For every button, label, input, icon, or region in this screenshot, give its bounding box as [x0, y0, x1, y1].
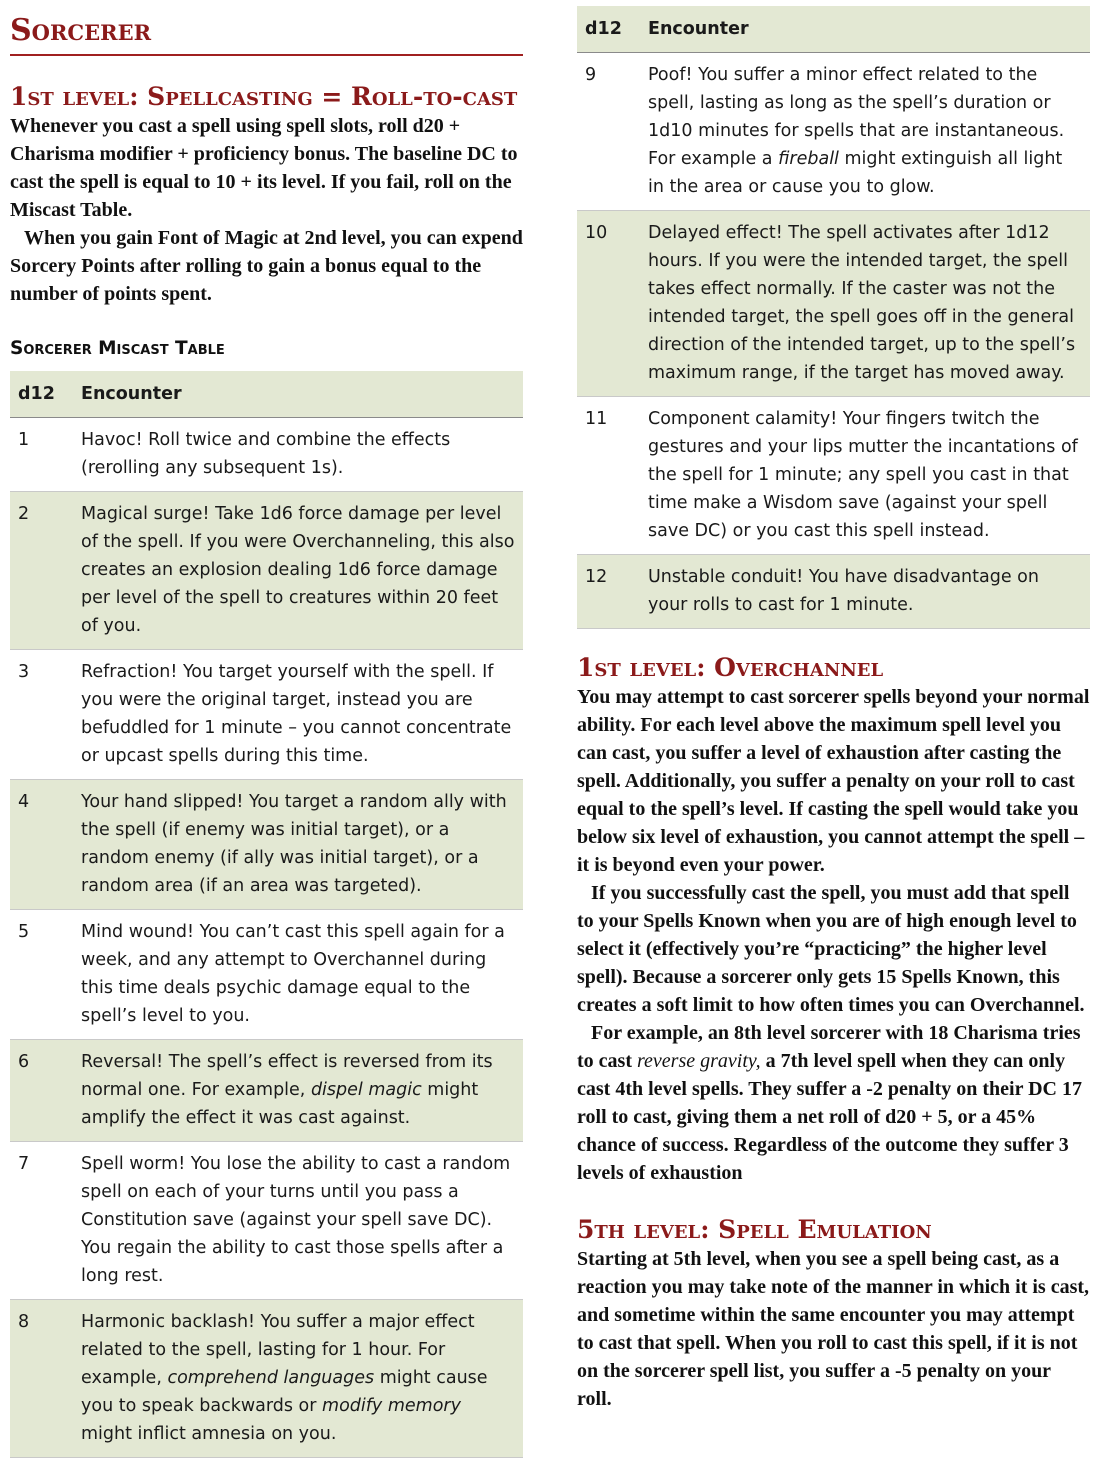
text-run: might amplify the effect it was cast against.: [81, 1080, 479, 1128]
table-header-row: [577, 6, 1090, 53]
section-body-overchannel: [577, 683, 1090, 1187]
table-row: [10, 910, 523, 1040]
roll-number: 2: [10, 492, 73, 650]
roll-effect: Spell worm! You lose the ability to cast a random spell on each of your turns until you pass a Constitution save (against your spell save DC). You regain the ability to cast those spells after a long rest.: [73, 1142, 523, 1300]
roll-number: 1: [10, 418, 73, 492]
spell-name: fireball: [778, 149, 839, 169]
roll-number: 5: [10, 910, 73, 1040]
table-row: [10, 418, 523, 492]
text-run: might cause you to speak backwards or: [81, 1368, 488, 1416]
table-row: [577, 397, 1090, 555]
column-header-die: d12: [577, 6, 640, 53]
roll-number: 10: [577, 211, 640, 397]
roll-number: 9: [577, 53, 640, 211]
spell-name: reverse gravity,: [636, 1050, 761, 1072]
table-row: [10, 780, 523, 910]
roll-effect: Havoc! Roll twice and combine the effects (rerolling any subsequent 1s).: [73, 418, 523, 492]
table-row: [10, 1142, 523, 1300]
paragraph: Whenever you cast a spell using spell slots, roll d20 + Charisma modifier + proficiency bonus. The baseline DC to cast the spell is equal to 10 + its level. If you fail, roll on the Miscast Table.: [10, 115, 518, 221]
column-header-die: d12: [10, 371, 73, 418]
roll-effect: Delayed effect! The spell activates after 1d12 hours. If you were the intended target, the spell takes effect normally. If the caster was not the intended target, the spell goes off in the general direction of the intended target, up to the spell’s maximum range, if the target has moved away.: [640, 211, 1090, 397]
roll-effect: Component calamity! Your fingers twitch the gestures and your lips mutter the incantations of the spell for 1 minute; any spell you cast in that time make a Wisdom save (against your spell save DC) or you cast this spell instead.: [640, 397, 1090, 555]
paragraph: You may attempt to cast sorcerer spells beyond your normal ability. For each level above the maximum spell level you can cast, you suffer a level of exhaustion after casting the spell. Additionally, you suffer a penalty on your roll to cast equal to the spell’s level. If casting the spell would take you below six level of exhaustion, you cannot attempt the spell – it is beyond even your power.: [577, 686, 1090, 876]
roll-effect: Magical surge! Take 1d6 force damage per level of the spell. If you were Overchanneling, this also creates an explosion dealing 1d6 force damage per level of the spell to creatures within 20 feet of you.: [73, 492, 523, 650]
roll-number: 7: [10, 1142, 73, 1300]
table-row: [10, 650, 523, 780]
roll-number: 11: [577, 397, 640, 555]
page-title: Sorcerer: [10, 12, 523, 56]
roll-effect: Refraction! You target yourself with the spell. If you were the original target, instead you are befuddled for 1 minute – you cannot concentrate or upcast spells during this time.: [73, 650, 523, 780]
table-row: [577, 53, 1090, 211]
roll-effect: [73, 1040, 523, 1142]
text-run: For example, an 8th level sorcerer with 18 Charisma tries to cast: [577, 1022, 1081, 1072]
table-row: [10, 1300, 523, 1458]
section-heading-spell-emulation: 5th level: Spell Emulation: [577, 1215, 932, 1244]
right-column: [577, 0, 1090, 1413]
text-run: might inflict amnesia on you.: [81, 1424, 337, 1444]
text-run: Poof! You suffer a minor effect related to the spell, lasting as long as the spell’s duration or 1d10 minutes for spells that are instantaneous. For example a: [648, 65, 1065, 169]
table-title: Sorcerer Miscast Table: [10, 338, 225, 359]
left-column: [10, 0, 523, 1458]
miscast-table-part-2: [577, 6, 1090, 629]
miscast-table-part-1: [10, 371, 523, 1458]
roll-effect: Mind wound! You can’t cast this spell again for a week, and any attempt to Overchannel during this time deals psychic damage equal to the spell’s level to you.: [73, 910, 523, 1040]
section-heading-spellcasting: 1st level: Spellcasting = Roll-to-cast: [10, 82, 518, 111]
paragraph: If you successfully cast the spell, you must add that spell to your Spells Known when you are of high enough level to select it (effectively you’re “practicing” the higher level spell). Because a sorcerer only gets 15 Spells Known, this creates a soft limit to how often times you can Overchannel.: [577, 882, 1085, 1016]
roll-effect: [640, 53, 1090, 211]
column-header-encounter: Encounter: [640, 6, 1090, 53]
spell-name: dispel magic: [310, 1080, 422, 1100]
text-run: Harmonic backlash! You suffer a major effect related to the spell, lasting for 1 hour. For example,: [81, 1312, 475, 1388]
section-body-spell-emulation: [577, 1245, 1090, 1413]
roll-number: 12: [577, 555, 640, 629]
roll-effect: Unstable conduit! You have disadvantage on your rolls to cast for 1 minute.: [640, 555, 1090, 629]
text-run: a 7th level spell when they can only cast 4th level spells. They suffer a -2 penalty on their DC 17 roll to cast, giving them a net roll of d20 + 5, or a 45% chance of success. Regardless of the outcome they suffer 3 levels of exhaustion: [577, 1050, 1082, 1184]
roll-effect: [73, 1300, 523, 1458]
roll-number: 4: [10, 780, 73, 910]
roll-number: 8: [10, 1300, 73, 1458]
column-header-encounter: Encounter: [73, 371, 523, 418]
table-row: [577, 211, 1090, 397]
text-run: Reversal! The spell’s effect is reversed from its normal one. For example,: [81, 1052, 493, 1100]
table-row: [577, 555, 1090, 629]
paragraph: Starting at 5th level, when you see a spell being cast, as a reaction you may take note of the manner in which it is cast, and sometime within the same encounter you may attempt to cast that spell. When you roll to cast this spell, if it is not on the sorcerer spell list, you suffer a -5 penalty on your roll.: [577, 1248, 1090, 1410]
table-row: [10, 492, 523, 650]
table-row: [10, 1040, 523, 1142]
section-heading-overchannel: 1st level: Overchannel: [577, 653, 884, 682]
spell-name: comprehend languages: [167, 1368, 375, 1388]
paragraph: [577, 1019, 1090, 1187]
table-header-row: [10, 371, 523, 418]
section-body-spellcasting: [10, 112, 523, 308]
paragraph: When you gain Font of Magic at 2nd level, you can expend Sorcery Points after rolling to gain a bonus equal to the number of points spent.: [10, 227, 523, 305]
roll-number: 3: [10, 650, 73, 780]
roll-number: 6: [10, 1040, 73, 1142]
text-run: might extinguish all light in the area or cause you to glow.: [648, 149, 1063, 197]
roll-effect: Your hand slipped! You target a random ally with the spell (if enemy was initial target), or a random enemy (if ally was initial target), or a random area (if an area was targeted).: [73, 780, 523, 910]
spell-name: modify memory: [322, 1396, 461, 1416]
